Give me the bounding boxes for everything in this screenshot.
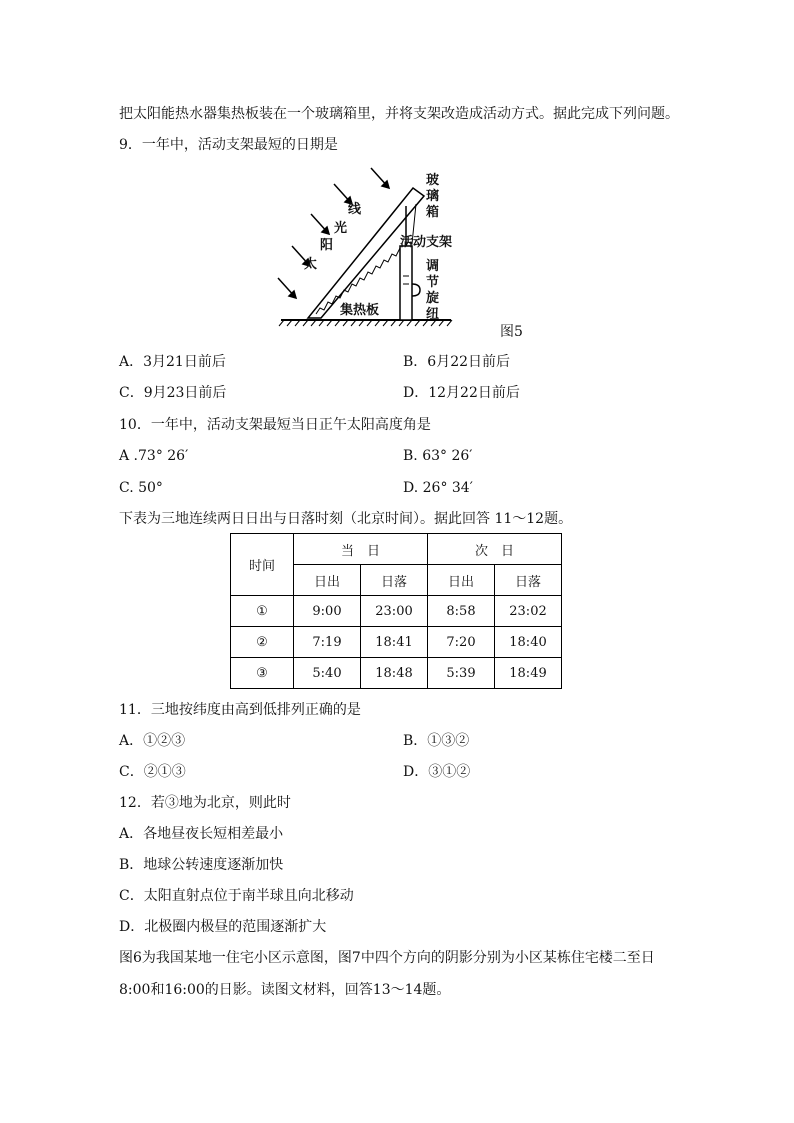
label-glass-1: 玻	[426, 173, 440, 188]
q12-stem: 12．若③地为北京，则此时	[119, 795, 291, 811]
subheader: 日出	[294, 565, 361, 596]
subheader: 日出	[428, 565, 495, 596]
q11-option-a: A．①②③	[119, 733, 186, 749]
row-place: ①	[231, 596, 294, 627]
subheader: 日落	[495, 565, 562, 596]
header-time: 时间	[231, 534, 294, 596]
q9-option-b: B．6月22日前后	[403, 354, 511, 370]
cell: 5:39	[428, 658, 495, 689]
row-place: ③	[231, 658, 294, 689]
header-day1: 当 日	[294, 534, 428, 565]
cell: 23:02	[495, 596, 562, 627]
label-knob-4: 纽	[426, 307, 440, 322]
q9-option-d: D．12月22日前后	[403, 385, 520, 401]
table-row	[231, 627, 562, 658]
label-sun-2: 阳	[320, 238, 334, 253]
figure-5-solar-heater	[276, 166, 456, 331]
cell: 7:19	[294, 627, 361, 658]
q11-option-d: D．③①②	[403, 764, 471, 780]
cell: 7:20	[428, 627, 495, 658]
q10-option-a: A .73° 26′	[119, 448, 189, 464]
cell: 8:58	[428, 596, 495, 627]
q9-option-c: C．9月23日前后	[119, 385, 227, 401]
label-knob-1: 调	[426, 259, 440, 274]
cell: 9:00	[294, 596, 361, 627]
label-support: 活动支架	[400, 235, 453, 250]
q10-option-d: D. 26° 34′	[403, 480, 473, 496]
cell: 23:00	[361, 596, 428, 627]
q11-option-b: B．①③②	[403, 733, 470, 749]
q9-option-a: A．3月21日前后	[119, 354, 226, 370]
cell: 18:49	[495, 658, 562, 689]
q12-option-c: C．太阳直射点位于南半球且向北移动	[119, 888, 354, 904]
label-glass-3: 箱	[426, 205, 440, 220]
q12-option-a: A．各地昼夜长短相差最小	[119, 826, 284, 842]
sunrise-sunset-table	[230, 533, 562, 689]
table-row	[231, 658, 562, 689]
label-knob-2: 节	[426, 275, 440, 290]
cell: 5:40	[294, 658, 361, 689]
q12-option-b: B．地球公转速度逐渐加快	[119, 857, 284, 873]
q10-option-c: C. 50°	[119, 480, 163, 496]
label-sun-4: 线	[348, 202, 362, 217]
header-day2: 次 日	[428, 534, 562, 565]
cell: 18:41	[361, 627, 428, 658]
q11-option-c: C．②①③	[119, 764, 186, 780]
fig-intro-line1: 图6为我国某地一住宅小区示意图，图7中四个方向的阴影分别为小区某栋住宅楼二至日	[119, 950, 655, 966]
q11-stem: 11．三地按纬度由高到低排列正确的是	[119, 702, 361, 718]
cell: 18:48	[361, 658, 428, 689]
q12-option-d: D．北极圈内极昼的范围逐渐扩大	[119, 919, 327, 935]
label-knob-3: 旋	[426, 291, 440, 306]
label-glass-2: 璃	[426, 189, 440, 204]
subheader: 日落	[361, 565, 428, 596]
table-row	[231, 596, 562, 627]
figure-5-caption: 图5	[500, 324, 523, 340]
table-intro: 下表为三地连续两日日出与日落时刻（北京时间）。据此回答 11～12题。	[119, 511, 573, 527]
q10-option-b: B. 63° 26′	[403, 448, 473, 464]
q10-stem: 10．一年中，活动支架最短当日正午太阳高度角是	[119, 417, 431, 433]
q9-stem: 9．一年中，活动支架最短的日期是	[119, 137, 338, 153]
intro-text: 把太阳能热水器集热板装在一个玻璃箱里，并将支架改造成活动方式。据此完成下列问题。	[119, 106, 679, 122]
label-sun-1: 太	[304, 257, 318, 272]
label-sun-3: 光	[334, 221, 348, 236]
label-panel: 集热板	[340, 303, 380, 318]
fig-intro-line2: 8:00和16:00的日影。读图文材料，回答13～14题。	[119, 982, 451, 998]
row-place: ②	[231, 627, 294, 658]
cell: 18:40	[495, 627, 562, 658]
